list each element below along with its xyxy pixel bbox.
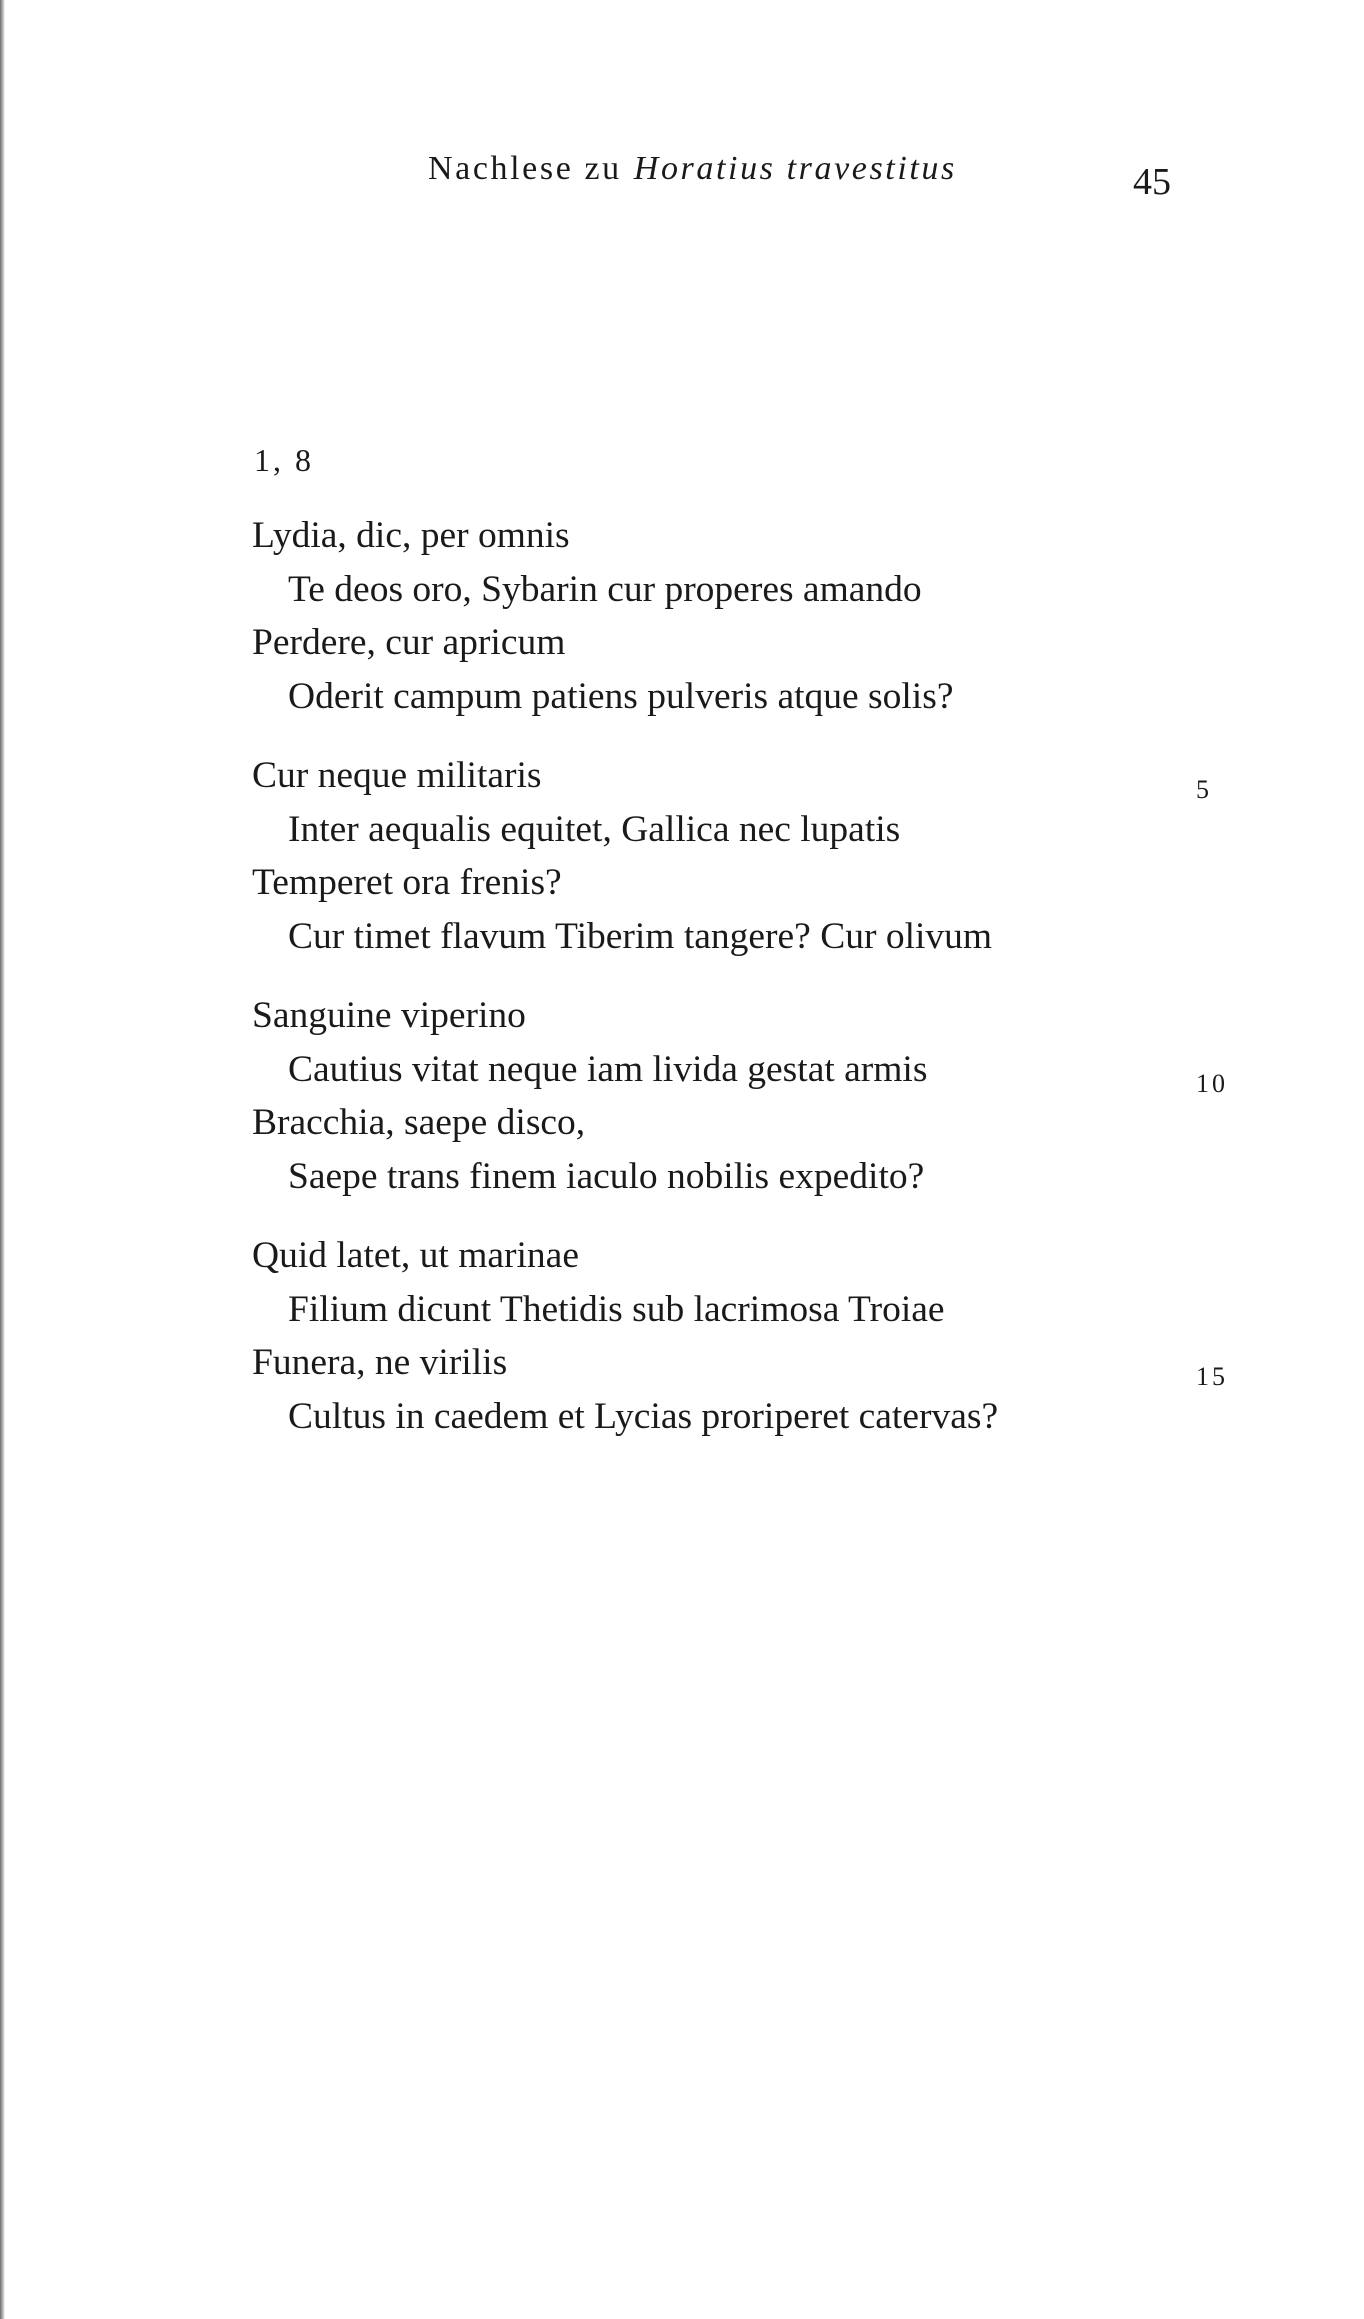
running-head-prefix: Nachlese zu [428,150,622,187]
running-head-title: Horatius travestitus [633,150,957,187]
ode-number: 1, 8 [254,442,314,478]
line-number-10: 10 [1196,1069,1228,1098]
verse-line: Funera, ne virilis [252,1342,508,1383]
verse-line: Quid latet, ut marinae [252,1235,579,1276]
verse-line: Temperet ora frenis? [252,862,562,903]
line-number-5: 5 [1196,775,1212,804]
running-head [428,150,957,188]
verse-line: Te deos oro, Sybarin cur properes amando [288,569,922,610]
verse-line: Lydia, dic, per omnis [252,515,570,556]
verse-line: Cautius vitat neque iam livida gestat armis [288,1049,928,1090]
verse-line: Filium dicunt Thetidis sub lacrimosa Troiae [288,1289,945,1330]
verse-line: Saepe trans finem iaculo nobilis expedito? [288,1156,925,1197]
verse-line: Cur timet flavum Tiberim tangere? Cur olivum [288,916,993,957]
page-edge [0,0,5,2319]
verse-line: Sanguine viperino [252,995,526,1036]
verse-line: Oderit campum patiens pulveris atque solis? [288,676,954,717]
verse-line: Bracchia, saepe disco, [252,1102,586,1143]
verse-line: Cur neque militaris [252,755,542,796]
verse-line: Inter aequalis equitet, Gallica nec lupatis [288,809,901,850]
page-number: 45 [1133,161,1171,203]
verse-line: Cultus in caedem et Lycias proriperet catervas? [288,1396,999,1437]
verse-line: Perdere, cur apricum [252,622,566,663]
line-number-15: 15 [1196,1362,1228,1391]
